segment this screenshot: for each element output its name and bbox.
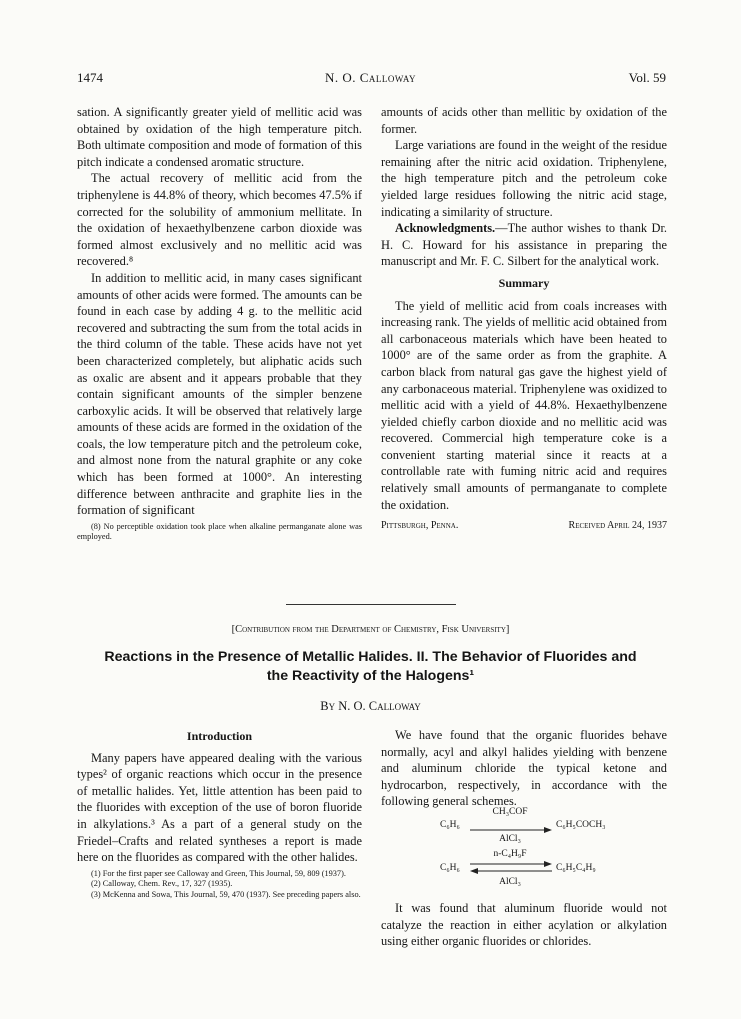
reaction-2-equilibrium-arrow [470, 860, 552, 876]
article-title [0, 648, 741, 686]
title-line-2: the Reactivity of the Halogens¹ [266, 668, 475, 684]
right-column [381, 104, 667, 535]
byline: By N. O. Calloway [320, 699, 421, 713]
paragraph: It was found that aluminum fluoride would not catalyze the reaction in either acylation or alkylation using either organic fluorides or chlorides. [381, 901, 667, 949]
footnote-1: (1) For the first paper see Calloway and Green, This Journal, 59, 809 (1937). [91, 868, 346, 878]
reaction-1-reactant: C₆H₆ [440, 820, 460, 830]
paragraph: sation. A significantly greater yield of mellitic acid was obtained by oxidation of the high temperature pitch. Both ultimate composition and mode of formation of this pitch indicate a condensed aromatic structure. [77, 105, 362, 169]
left-column [77, 104, 362, 543]
running-head: N. O. Calloway [324, 70, 417, 85]
reaction-1-arrow [470, 826, 552, 834]
footnote-3: (3) McKenna and Sowa, This Journal, 59, 470 (1937). See preceding papers also. [91, 889, 361, 899]
introduction-text: Many papers have appeared dealing with the various types² of organic reactions which occur in the presence of metallic halides. Yet, little attention has been paid to the fluorides with exception of the use of boron fluoride in alkylations.³ As a part of a general study on the Friedel–Crafts and related syntheses a report is made here on the fluorides as compared with the other halides. [77, 750, 362, 865]
volume-number: Vol. 59 [628, 70, 666, 85]
paragraph: In addition to mellitic acid, in many cases significant amounts of other acids were formed. The amounts can be found in each case by adding 4 g. to the mellitic acid recovered and subtracting the sum from the total acids in the third column of the table. These acids have not yet been characterized completely, but aliphatic acids such as oxalic are absent and it appears probable that they contain significant amounts of the simpler benzene carboxylic acids. It will be observed that relatively large amounts of these acids are formed in the oxidation of the coals, the low temperature pitch and the petroleum coke, and almost none from the natural graphite or any coke which has been formed at 1000°. An interesting difference between anthracite and graphite lies in the formation of significant [77, 270, 362, 518]
acknowledgments-text: —The author wishes to thank Dr. H. C. Howard for his assistance in preparing the manuscript and Mr. F. C. Silbert for the analytical work. [381, 221, 667, 269]
summary-heading: Summary [498, 275, 550, 290]
reaction-1-reagent: CH₃COF [492, 807, 528, 817]
footnote-2: (2) Calloway, Chem. Rev., 17, 327 (1935). [91, 879, 233, 889]
separator-rule [286, 604, 456, 605]
article-right-column [381, 727, 667, 810]
reaction-2-product: C₆H₅C₄H₉ [556, 863, 596, 873]
page-number: 1474 [77, 70, 103, 85]
received-date: Received April 24, 1937 [568, 520, 667, 532]
reaction-2-catalyst: AlCl₃ [499, 877, 521, 887]
paragraph: We have found that the organic fluorides behave normally, acyl and alkyl halides yielding with benzene and aluminum chloride the typical ketone and hydrocarbon, respectively, in accordance with the following general schemes. [381, 728, 667, 809]
contribution-line: [Contribution from the Department of Chemistry, Fisk University] [231, 624, 510, 635]
paragraph: Large variations are found in the weight of the residue remaining after the nitric acid oxidation. Triphenylene, the high temperature pitch and the petroleum coke yielded large residues following the nitric acid stage, indicating a similarity of structure. [381, 138, 667, 219]
acknowledgments [381, 220, 667, 270]
reaction-1-product: C₆H₅COCH₃ [556, 820, 606, 830]
footnote-8: (8) No perceptible oxidation took place when alkaline permanganate alone was employed. [77, 521, 362, 542]
reaction-2-reagent: n-C₄H₉F [493, 849, 527, 859]
acknowledgments-heading: Acknowledgments. [395, 221, 496, 236]
paragraph: amounts of acids other than mellitic by oxidation of the former. [381, 105, 667, 136]
article-right-column-continued [381, 900, 667, 950]
location: Pittsburgh, Penna. [381, 520, 459, 532]
introduction-heading: Introduction [186, 729, 253, 743]
summary-text: The yield of mellitic acid from coals increases with increasing rank. The yields of mellitic acid obtained from all carbonaceous materials which have been heated to 1000° are of the same order as from the graphite. A carbon black from natural gas gave the highest yield of any carbonaceous material. Triphenylene was oxidized to mellitic acid with a yield of 44.8%. Hexaethylbenzene yielded chiefly carbon dioxide and no mellitic acid was recovered. Commercial high temperature coke is a convenient starting material since it reacts at a controllable rate with fuming nitric acid and requires relatively small amounts of permanganate to complete the oxidation. [381, 298, 667, 512]
reaction-2-reactant: C₆H₆ [440, 863, 460, 873]
reaction-1-catalyst: AlCl₃ [499, 834, 521, 844]
paragraph: The actual recovery of mellitic acid from the triphenylene is 44.8% of theory, which becomes 47.5% if corrected for the solubility of ammonium mellitate. In the oxidation of hexaethylbenzene carbon dioxide was formed almost exclusively and no mellitic acid was recovered.⁸ [77, 171, 362, 269]
article-left-column [77, 728, 362, 901]
title-line-1: Reactions in the Presence of Metallic Halides. II. The Behavior of Fluorides and [104, 649, 637, 665]
